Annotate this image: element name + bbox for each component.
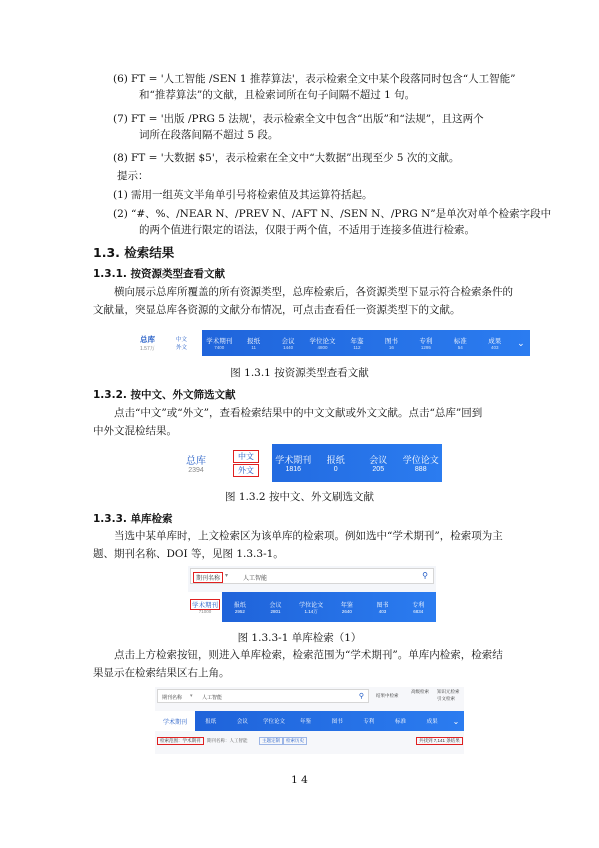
resource-type-bar	[155, 711, 464, 731]
resource-tab[interactable]	[258, 592, 294, 622]
total-count: 2394	[188, 467, 204, 474]
topic-chip[interactable]: 主题定制	[259, 737, 283, 745]
list-item	[113, 150, 517, 166]
tab-label: 学术期刊	[206, 338, 233, 345]
breadcrumb: 期刊名称：人工智能	[207, 738, 248, 743]
tab-count: 1816	[285, 466, 302, 473]
tab-count: 1.14万	[304, 608, 318, 614]
tab-count: 71000	[198, 609, 212, 614]
tips-label: 提示：	[117, 170, 149, 182]
resource-tab[interactable]	[365, 592, 401, 622]
active-resource-tab[interactable]	[188, 592, 222, 622]
resource-tab[interactable]	[357, 444, 400, 482]
tab-label: 报纸	[233, 603, 246, 609]
tab-label: 学术期刊	[162, 719, 187, 726]
resource-type-bar	[128, 330, 530, 356]
tab-label: 成果	[426, 719, 438, 725]
result-count: 共找到 7,141 条结果	[419, 738, 460, 743]
resource-tab[interactable]	[315, 444, 358, 482]
total-tab[interactable]	[158, 444, 234, 482]
tab-count: 7400	[214, 345, 225, 350]
search-bar	[190, 568, 434, 584]
tab-label: 成果	[488, 338, 502, 345]
tab-count: 0	[333, 466, 338, 473]
tab-label: 会议	[281, 338, 295, 345]
resource-tab[interactable]	[478, 330, 512, 356]
item-text: FT = '大数据 $5'，表示检索在全文中“大数据”出现至少 5 次的文献。	[131, 152, 460, 164]
tip-text: 需用一组英文半角单引号将检索值及其运算符括起。	[131, 189, 373, 201]
subsection-heading: 1.3.3. 单库检索	[93, 513, 173, 525]
tab-count: 2952	[234, 609, 245, 614]
chevron-down-icon: ▾	[190, 693, 193, 699]
search-input[interactable]: 人工智能	[243, 576, 268, 582]
tab-count: 112	[353, 345, 361, 350]
tab-label: 会议	[269, 603, 282, 609]
item-number: (6)	[113, 73, 128, 85]
lang-filter	[234, 444, 272, 482]
paragraph: 点击上方检索按钮，则进入单库检索，检索范围为“学术期刊”。单库内检索，检索结	[114, 649, 503, 661]
tab-label: 报纸	[247, 338, 261, 345]
expand-icon[interactable]: ⌄	[452, 716, 460, 726]
knowledge-search-link[interactable]: 知识元检索	[437, 689, 460, 694]
resource-tab[interactable]	[293, 592, 329, 622]
search-input[interactable]: 人工智能	[202, 695, 223, 701]
foreign-filter[interactable]: 外文	[176, 345, 188, 351]
tab-label: 学位论文	[299, 602, 324, 609]
single-db-result-figure	[155, 687, 464, 754]
item-text: FT = '人工智能 /SEN 1 推荐算法'，表示检索全文中某个段落同时包含“人工智能”	[131, 73, 516, 85]
tip-item	[113, 206, 552, 238]
search-icon[interactable]: ⚲	[422, 571, 428, 580]
chevron-down-icon: ▾	[225, 573, 229, 579]
total-label: 总库	[140, 335, 155, 344]
tab-label: 学位论文	[263, 719, 286, 725]
page-number: 1 4	[291, 774, 308, 786]
tab-label: 专利	[419, 338, 433, 345]
tip-number: (1)	[113, 189, 128, 201]
total-tab[interactable]	[128, 330, 172, 356]
resource-tab[interactable]	[272, 444, 315, 482]
figure-caption: 图 1.3.3-1 单库检索（1）	[237, 632, 362, 644]
paragraph: 文献量，突显总库各资源的文献分布情况，可点击查看任一资源类型下的文献。	[93, 304, 461, 316]
tab-label: 学术期刊	[192, 602, 218, 609]
search-scope: 检索范围：学术期刊	[160, 738, 201, 743]
resource-tab[interactable]	[374, 330, 408, 356]
resource-tab[interactable]	[322, 711, 354, 731]
tab-count: 4800	[317, 345, 328, 350]
tab-label: 报纸	[326, 455, 345, 465]
section-heading: 1.3. 检索结果	[93, 245, 175, 260]
tab-count: 2801	[270, 609, 281, 614]
active-resource-tab[interactable]	[155, 711, 195, 731]
total-label: 总库	[186, 456, 206, 467]
tab-label: 图书	[376, 603, 389, 609]
tab-label: 报纸	[205, 719, 217, 725]
tab-count: 6834	[413, 609, 424, 614]
chinese-filter[interactable]: 中文	[176, 337, 188, 343]
resource-tab[interactable]	[385, 711, 417, 731]
paragraph: 中外文混检结果。	[93, 425, 177, 437]
resource-tab[interactable]	[290, 711, 322, 731]
tab-count: 205	[372, 466, 385, 473]
search-icon[interactable]: ⚲	[358, 693, 364, 700]
tab-label: 标准	[453, 338, 467, 345]
tab-label: 会议	[369, 455, 388, 465]
resource-tab[interactable]	[195, 711, 227, 731]
list-item	[113, 111, 517, 143]
field-select[interactable]: 期刊名称	[194, 573, 222, 582]
resource-tab[interactable]	[236, 330, 270, 356]
resource-tab[interactable]	[227, 711, 259, 731]
item-number: (8)	[113, 152, 128, 164]
paragraph: 横向展示总库所覆盖的所有资源类型，总库检索后，各资源类型下显示符合检索条件的	[114, 286, 513, 298]
tab-label: 学位论文	[309, 338, 336, 345]
item-text: 和“推荐算法”的文献，且检索词所在句子间隔不超过 1 句。	[139, 89, 416, 101]
item-text: FT = '出版 /PRG 5 法规'，表示检索全文中包含“出版”和“法规”，且这两个	[131, 113, 484, 125]
subsection-heading: 1.3.2. 按中文、外文筛选文献	[93, 389, 236, 401]
resource-tab[interactable]	[202, 330, 236, 356]
chinese-filter[interactable]: 中文	[234, 451, 258, 462]
tip-item	[113, 187, 517, 203]
tab-count: 1440	[283, 345, 294, 350]
tab-label: 年鉴	[340, 603, 353, 609]
tab-count: 403	[490, 345, 499, 350]
foreign-filter[interactable]: 外文	[234, 465, 258, 476]
expand-icon[interactable]: ⌄	[517, 337, 525, 348]
lang-filter	[172, 330, 202, 356]
tip-text: “#、%、/NEAR N、/PREV N、/AFT N、/SEN N、/PRG N”是单次对单个检索字段中	[131, 208, 552, 220]
figure-caption: 图 1.3.1 按资源类型查看文献	[230, 367, 369, 379]
citation-search-link[interactable]: 引文检索	[437, 696, 455, 701]
paragraph: 题、期刊名称、DOI 等，见图 1.3.3-1。	[93, 548, 284, 560]
resource-tab[interactable]	[258, 711, 290, 731]
total-count: 1.57万	[140, 346, 155, 352]
paragraph: 点击“中文”或“外文”，查看检索结果中的中文文献或外文文献。点击“总库”回到	[114, 407, 483, 419]
tab-count: 11	[251, 345, 256, 350]
resource-tab[interactable]	[443, 330, 477, 356]
tab-label: 图书	[331, 719, 343, 725]
resource-tab[interactable]	[409, 330, 443, 356]
subsection-heading: 1.3.1. 按资源类型查看文献	[93, 268, 226, 280]
figure-caption: 图 1.3.2 按中文、外文刷选文献	[225, 491, 374, 503]
tab-count: 1295	[420, 345, 431, 350]
tab-label: 图书	[384, 338, 398, 345]
resource-tab[interactable]	[329, 592, 365, 622]
list-item	[113, 71, 517, 103]
tab-count: 2640	[341, 609, 352, 614]
tab-count: 888	[414, 466, 427, 473]
resource-tab[interactable]	[416, 711, 448, 731]
resource-tab[interactable]	[340, 330, 374, 356]
resource-tab[interactable]	[400, 592, 436, 622]
tab-label: 专利	[412, 603, 425, 609]
result-search-button[interactable]: 结果中检索	[376, 693, 399, 698]
tab-label: 会议	[236, 719, 248, 725]
tab-label: 年鉴	[300, 719, 312, 725]
paragraph: 当选中某单库时，上文检索区为该单库的检索项。例如选中“学术期刊”，检索项为主	[114, 530, 503, 542]
search-bar	[157, 689, 369, 703]
resource-tab[interactable]	[271, 330, 305, 356]
tab-count: 54	[457, 345, 463, 350]
item-number: (7)	[113, 113, 128, 125]
tab-label: 学位论文	[402, 455, 439, 465]
paragraph: 果显示在检索结果区右上角。	[93, 667, 230, 679]
resource-type-bar	[158, 444, 442, 482]
resource-tab[interactable]	[400, 444, 443, 482]
field-select[interactable]: 期刊名称	[162, 695, 183, 701]
tab-label: 学术期刊	[275, 455, 312, 465]
resource-tab[interactable]	[305, 330, 339, 356]
advanced-search-link[interactable]: 高级检索	[411, 689, 429, 694]
single-db-search-figure	[188, 566, 436, 622]
tip-text: 的两个值进行限定的语法，仅限于两个值，不适用于连接多值进行检索。	[139, 224, 475, 236]
tab-count: 403	[378, 609, 387, 614]
item-text: 词所在段落间隔不超过 5 段。	[139, 129, 279, 141]
tab-count: 16	[388, 345, 394, 350]
tab-label: 年鉴	[350, 338, 364, 345]
resource-tab[interactable]	[353, 711, 385, 731]
tab-label: 标准	[395, 719, 407, 725]
resource-type-bar	[188, 592, 436, 622]
tip-number: (2)	[113, 208, 128, 220]
history-chip[interactable]: 检索历史	[283, 737, 307, 745]
resource-tab[interactable]	[222, 592, 258, 622]
tab-label: 专利	[363, 719, 375, 725]
